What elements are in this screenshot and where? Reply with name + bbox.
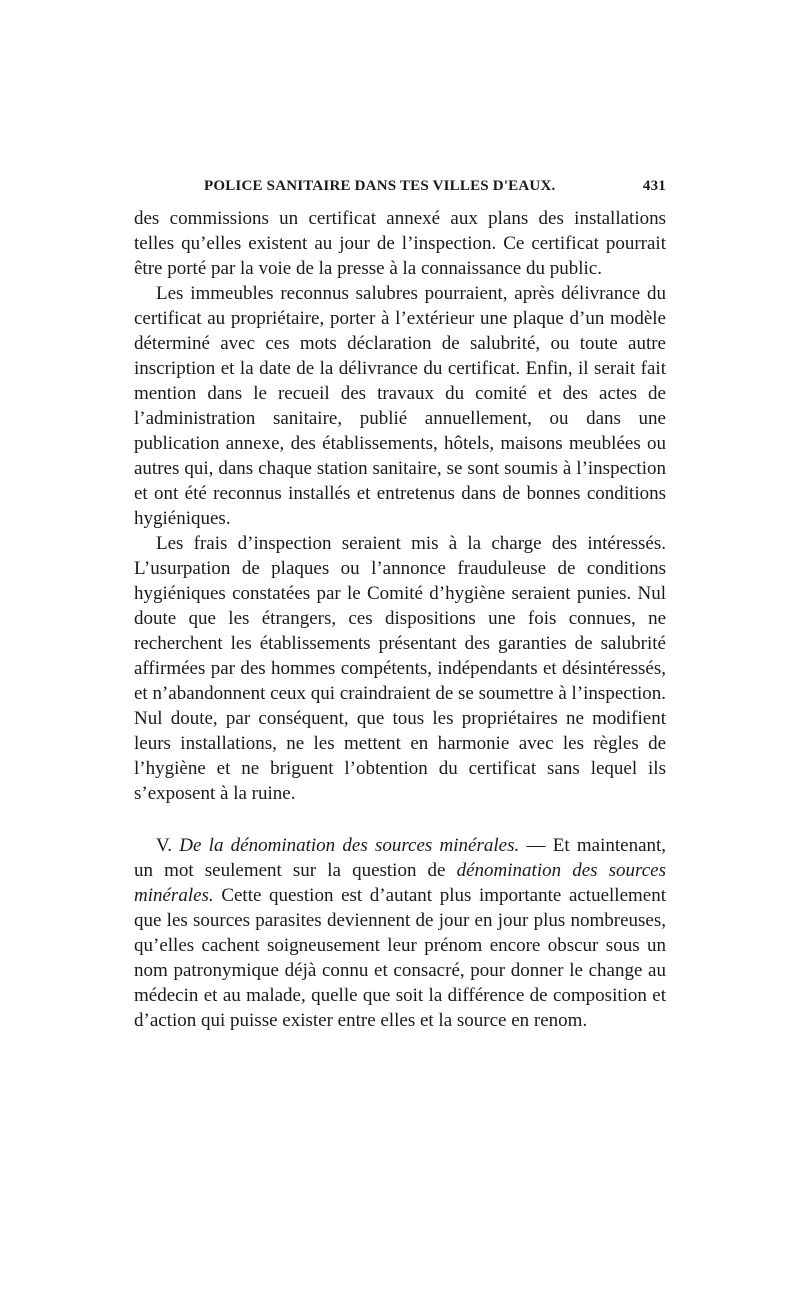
section-text-before-italic: Et maintenant, un mot seulement sur la question de — [134, 835, 667, 881]
section-paragraph — [134, 833, 666, 1033]
book-page — [134, 178, 666, 1033]
running-title: POLICE SANITAIRE DANS TES VILLES D'EAUX. — [204, 178, 556, 194]
section-dash: — — [526, 835, 546, 856]
section-text-after-italic: Cette question est d’autant plus importante actuellement que les sources parasites deviennent de jour en jour plus nombreuses, qu’elles cachent soigneusement leur prénom encore obscur sous un nom patronymique déjà connu et consacré, pour donner le change au médecin et au malade, quelle que soit la différence de composition et d’action qui puisse exister entre elles et la source en renom. — [134, 885, 666, 1031]
running-header — [134, 178, 666, 202]
paragraph-3: Les frais d’inspection seraient mis à la charge des intéressés. L’usurpation de plaques ou l’annonce frauduleuse de conditions hygiéniques constatées par le Comité d’hygiène seraient punies. Nul doute que les étrangers, ces dispositions une fois connues, ne recherchent les établissements présentant des garanties de salubrité affirmées par des hommes compétents, indépendants et désintéressés, et n’abandonnent ceux qui craindraient de se soumettre à l’inspection. Nul doute, par conséquent, que tous les propriétaires ne modifient leurs installations, ne les mettent en harmonie avec les règles de l’hygiène et ne briguent l’obtention du certificat sans lequel ils s’exposent à la ruine. — [134, 533, 666, 804]
paragraph-2: Les immeubles reconnus salubres pourraient, après délivrance du certificat au propriétaire, porter à l’extérieur une plaque d’un modèle déterminé avec ces mots déclaration de salubrité, ou toute autre inscription et la date de la délivrance du certificat. Enfin, il serait fait mention dans le recueil des travaux du comité et des actes de l’administration sanitaire, publié annuellement, ou dans une publication annexe, des établissements, hôtels, maisons meublées ou autres qui, dans chaque station sanitaire, se sont soumis à l’inspection et ont été reconnus installés et entretenus dans de bonnes conditions hygiéniques. — [134, 283, 666, 529]
section-heading: De la dénomination des sources minérales. — [179, 835, 520, 856]
page-number: 431 — [642, 178, 666, 194]
paragraph-1: des commissions un certificat annexé aux plans des installations telles qu’elles existent au jour de l’inspection. Ce certificat pourrait être porté par la voie de la presse à la connaissance du public. — [134, 208, 666, 279]
section-number: V. — [156, 835, 173, 856]
page-text — [134, 206, 666, 1033]
section-italic-phrase: dénomination des sources minérales. — [134, 860, 666, 906]
